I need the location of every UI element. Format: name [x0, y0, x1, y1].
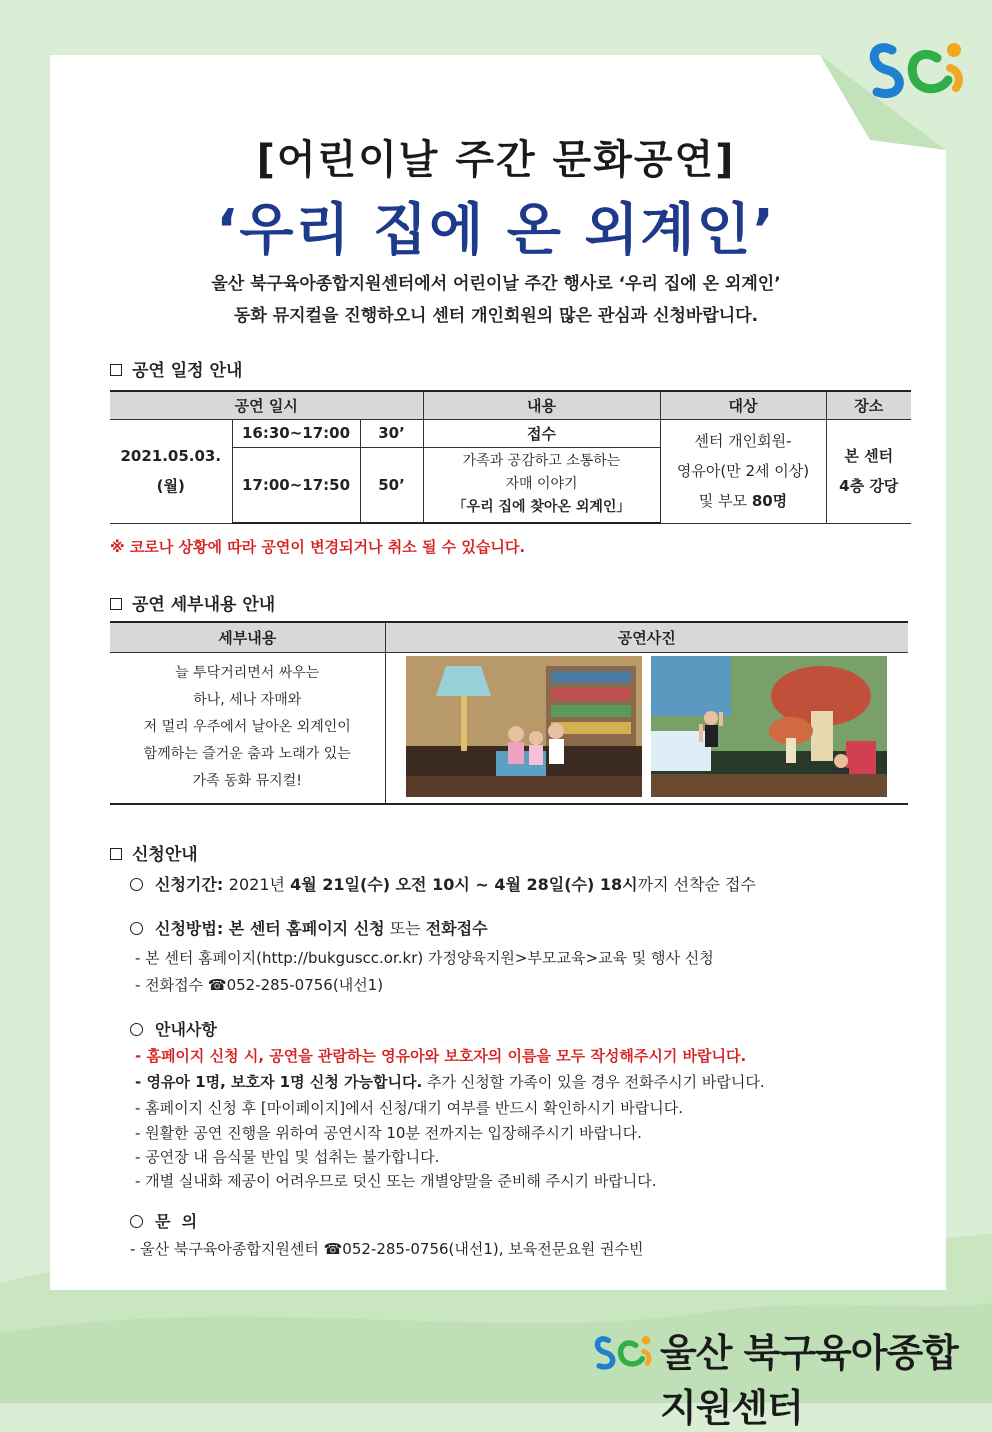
method-homepage: - 본 센터 홈페이지(http://bukguscc.or.kr) 가정양육지원>부모교육>교육 및 행사 신청: [135, 949, 714, 967]
footer-org-name: 울산 북구육아종합지원센터: [660, 1331, 958, 1430]
circle-bullet-icon: [130, 878, 143, 891]
circle-bullet-icon: [130, 1215, 143, 1228]
notice-heading: 안내사항: [130, 1017, 217, 1040]
square-bullet-icon: [110, 848, 122, 860]
circle-bullet-icon: [130, 922, 143, 935]
content-2: 가족과 공감하고 소통하는 자매 이야기 「우리 집에 찾아온 외계인」: [423, 447, 660, 523]
apply-method: 신청방법: 본 센터 홈페이지 신청 또는 전화접수: [130, 916, 488, 939]
time-slot-1: 16:30~17:00: [232, 419, 360, 447]
duration-1: 30’: [360, 419, 423, 447]
notice-2: - 영유아 1명, 보호자 1명 신청 가능합니다. 추가 신청할 가족이 있을 경우 전화주시기 바랍니다.: [135, 1073, 765, 1091]
center-logo-icon: [862, 30, 977, 105]
detail-description: 늘 투닥거리면서 싸우는 하나, 세나 자매와 저 멀리 우주에서 날아온 외계인이 함께하는 즐거운 춤과 노래가 있는 가족 동화 뮤지컬!: [110, 652, 385, 804]
square-bullet-icon: [110, 598, 122, 610]
notice-6: - 개별 실내화 제공이 어려우므로 덧신 또는 개별양말을 준비해 주시기 바랍니다.: [135, 1172, 657, 1190]
header-content: 내용: [423, 391, 660, 419]
intro-line1: 울산 북구육아종합지원센터에서 어린이날 주간 행사로 ‘우리 집에 온 외계인’: [211, 274, 781, 294]
schedule-heading: 공연 일정 안내: [110, 356, 242, 381]
circle-bullet-icon: [130, 1023, 143, 1036]
schedule-date: 2021.05.03. (월): [110, 419, 232, 523]
schedule-table: [110, 390, 911, 524]
notice-3: - 홈페이지 신청 후 [마이페이지]에서 신청/대기 여부를 반드시 확인하시기 바랍니다.: [135, 1099, 684, 1117]
header-place: 장소: [826, 391, 911, 419]
target-cell: 센터 개인회원- 영유아(만 2세 이상) 및 부모 80명: [660, 419, 826, 523]
place-cell: 본 센터 4층 강당: [826, 419, 911, 523]
header-target: 대상: [660, 391, 826, 419]
content-1: 접수: [423, 419, 660, 447]
contact-heading: 문 의: [130, 1209, 197, 1232]
header-photos: 공연사진: [385, 622, 908, 652]
covid-warning: ※ 코로나 상황에 따라 공연이 변경되거나 취소 될 수 있습니다.: [110, 538, 526, 556]
header-detail: 세부내용: [110, 622, 385, 652]
performance-photo-2: [651, 656, 887, 797]
intro-text: [0, 268, 992, 332]
footer-logo-icon: [590, 1316, 660, 1386]
notice-1: - 홈페이지 신청 시, 공연을 관람하는 영유아와 보호자의 이름을 모두 작성해주시기 바랍니다.: [135, 1047, 747, 1065]
apply-period: 신청기간: 2021년 4월 21일(수) 오전 10시 ~ 4월 28일(수) 18시까지 선착순 접수: [130, 872, 756, 895]
header-datetime: 공연 일시: [110, 391, 423, 419]
duration-2: 50’: [360, 447, 423, 523]
notice-4: - 원활한 공연 진행을 위하여 공연시작 10분 전까지는 입장해주시기 바랍니다.: [135, 1124, 642, 1142]
details-heading: 공연 세부내용 안내: [110, 590, 275, 615]
page-title-line2: ‘우리 집에 온 외계인’: [216, 198, 776, 263]
page-title-line1: [어린이날 주간 문화공연]: [256, 137, 736, 183]
notice-5: - 공연장 내 음식물 반입 및 섭취는 불가합니다.: [135, 1148, 440, 1166]
square-bullet-icon: [110, 364, 122, 376]
method-phone: - 전화접수 ☎052-285-0756(내선1): [135, 976, 384, 994]
performance-photo-1: [406, 656, 642, 797]
time-slot-2: 17:00~17:50: [232, 447, 360, 523]
intro-line2: 동화 뮤지컬을 진행하오니 센터 개인회원의 많은 관심과 신청바랍니다.: [233, 306, 759, 326]
apply-heading: 신청안내: [110, 840, 198, 865]
contact-line: - 울산 북구육아종합지원센터 ☎052-285-0756(내선1), 보육전문요원 권수빈: [130, 1240, 644, 1258]
